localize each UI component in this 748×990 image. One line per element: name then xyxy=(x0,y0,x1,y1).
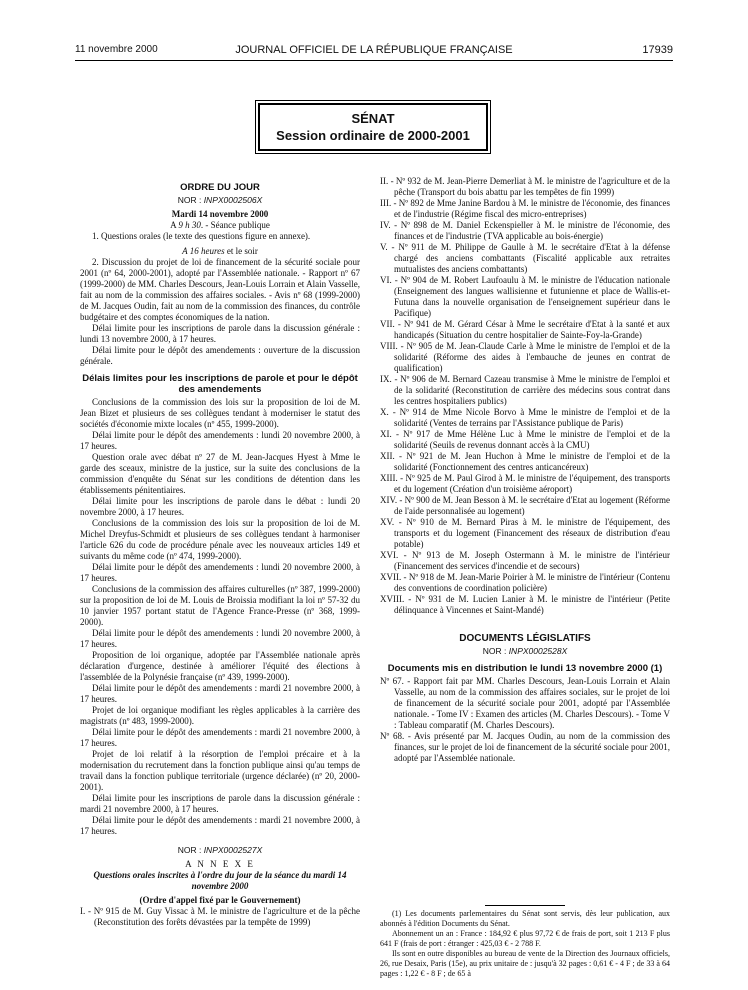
delai-item: Proposition de loi organique, adoptée par l'Assemblée nationale après déclaration d'urgence, destinée à améliorer l'équité des élections à l'assemblée de la Polynésie française (nº 439, 1999-2000). xyxy=(80,650,360,682)
agenda-item-2-delai: Délai limite pour les inscriptions de parole dans la discussion générale : lundi 13 novembre 2000, à 17 heures. xyxy=(80,323,360,344)
question-item: XII. - Nº 921 de M. Jean Huchon à Mme le ministre de l'emploi et de la solidarité (Fonctionnement des centres anticancéreux) xyxy=(380,451,670,472)
delai-item: Projet de loi relatif à la résorption de l'emploi précaire et à la modernisation du recrutement dans la fonction publique ainsi qu'au temps de travail dans la fonction publique territoriale (urgence déclarée) (nº 20, 2000-2001). xyxy=(80,749,360,792)
annexe-heading: A N N E X E xyxy=(185,859,255,869)
question-item: XIII. - Nº 925 de M. Paul Girod à M. le ministre de l'équipement, des transports et du logement (Création d'un troisième aéroport) xyxy=(380,473,670,494)
delai-deadline: Délai limite pour les inscriptions de parole dans la discussion générale : mardi 21 novembre 2000, à 17 heures. xyxy=(80,793,360,814)
page-number: 17939 xyxy=(642,44,673,56)
delai-item: Conclusions de la commission des lois sur la proposition de loi de M. Michel Dreyfus-Schmidt et plusieurs de ses collègues tendant à harmoniser l'article 626 du code de procédure pénale avec les nouveaux articles 149 et suivants du même code (nº 474, 1999-2000). xyxy=(80,518,360,561)
delai-item: Conclusions de la commission des affaires culturelles (nº 387, 1999-2000) sur la proposition de loi de M. Louis de Broissia modifiant la loi nº 57-32 du 10 janvier 1957 portant statut de l'Agence France-Presse (nº 368, 1999-2000). xyxy=(80,584,360,627)
journal-title: JOURNAL OFFICIEL DE LA RÉPUBLIQUE FRANÇAISE xyxy=(235,44,513,56)
nor-ref-3: NOR : INPX0002528X xyxy=(482,646,568,656)
header-rule xyxy=(75,60,673,61)
footnote xyxy=(380,905,670,979)
question-list xyxy=(380,176,670,616)
question-item: IX. - Nº 906 de M. Bernard Cazeau transmise à Mme le ministre de l'emploi et de la solidarité (Reconstitution de carrière des médecins sous contrat dans les centres hospitaliers publics) xyxy=(380,374,670,406)
page-header xyxy=(75,44,673,58)
question-item: VII. - Nº 941 de M. Gérard César à Mme le secrétaire d'Etat à la santé et aux handicapés (Situation du centre hospitalier de Sainte-Foy-la-Grande) xyxy=(380,319,670,340)
agenda-item-2: 2. Discussion du projet de loi de financement de la sécurité sociale pour 2001 (nº 64, 2000-2001), adopté par l'Assemblée nationale. - Rapport nº 67 (1999-2000) de MM. Charles Descours, Jean-Louis Lorrain et Alain Vasselle, fait au nom de la commission des affaires sociales. - Avis nº 68 (1999-2000) de M. Jacques Oudin, fait au nom de la commission des finances, du contrôle budgétaire et des comptes économiques de la nation. xyxy=(80,257,360,322)
question-item: XIV. - Nº 900 de M. Jean Besson à M. le secrétaire d'Etat au logement (Réforme de l'aide personnalisée au logement) xyxy=(380,495,670,516)
delai-item: Question orale avec débat nº 27 de M. Jean-Jacques Hyest à Mme le garde des sceaux, ministre de la justice, sur la suite des conclusions de la commission d'enquête du Sénat sur les conditions de détention dans les établissements pénitentiaires. xyxy=(80,452,360,495)
footnote-text-1: (1) Les documents parlementaires du Sénat sont servis, dès leur publication, aux abonnés à l'édition Documents du Sénat. xyxy=(380,909,670,928)
question-item: III. - Nº 892 de Mme Janine Bardou à M. le ministre de l'économie, des finances et de l'industrie (Régime fiscal des micro-entreprises) xyxy=(380,198,670,219)
delai-deadline: Délai limite pour le dépôt des amendements : mardi 21 novembre 2000, à 17 heures. xyxy=(80,727,360,748)
nor-ref-1: NOR : INPX0002506X xyxy=(177,195,263,205)
delai-deadline: Délai limite pour le dépôt des amendements : lundi 20 novembre 2000, à 17 heures. xyxy=(80,430,360,451)
ordre-appel: (Ordre d'appel fixé par le Gouvernement) xyxy=(139,895,301,905)
question-item: XVIII. - Nº 931 de M. Lucien Lanier à M. le ministre de l'intérieur (Petite délinquance à Vincennes et Saint-Mandé) xyxy=(380,594,670,615)
question-item: I. - Nº 915 de M. Guy Vissac à M. le ministre de l'agriculture et de la pêche (Reconstitution des forêts dévastées par la tempête de 1999) xyxy=(80,906,360,927)
session-date: Mardi 14 novembre 2000 xyxy=(171,209,269,219)
question-item: XI. - Nº 917 de Mme Hélène Luc à Mme le ministre de l'emploi et de la solidarité (Seuils de revenus donnant accès à la CMU) xyxy=(380,429,670,450)
question-item: V. - Nº 911 de M. Philippe de Gaulle à M. le secrétaire d'Etat à la défense chargé des anciens combattants (Fiscalité applicable aux retraites mutualistes des anciens combattants) xyxy=(380,242,670,274)
question-item: IV. - Nº 898 de M. Daniel Eckenspieller à M. le ministre de l'économie, des finances et de l'industrie (TVA applicable au bois-énergie) xyxy=(380,220,670,241)
session-title: Session ordinaire de 2000-2001 xyxy=(276,128,470,143)
delai-item: Projet de loi organique modifiant les règles applicables à la carrière des magistrats (nº 483, 1999-2000). xyxy=(80,705,360,726)
question-item: XVII. - Nº 918 de M. Jean-Marie Poirier à M. le ministre de l'intérieur (Contenu des conventions de coordination policière) xyxy=(380,572,670,593)
ordre-du-jour-heading: ORDRE DU JOUR xyxy=(180,182,260,193)
agenda-item-1: 1. Questions orales (le texte des questions figure en annexe). xyxy=(92,231,311,241)
senat-title: SÉNAT xyxy=(351,111,395,126)
delai-deadline: Délai limite pour le dépôt des amendements : lundi 20 novembre 2000, à 17 heures. xyxy=(80,562,360,583)
documents-subtitle: Documents mis en distribution le lundi 13 novembre 2000 (1) xyxy=(387,663,663,674)
session-time-afternoon: A 16 heures et le soir xyxy=(182,246,258,256)
agenda-item-2-amend: Délai limite pour le dépôt des amendements : ouverture de la discussion générale. xyxy=(80,345,360,366)
delai-item: Conclusions de la commission des lois sur la proposition de loi de M. Jean Bizet et plusieurs de ses collègues tendant à moderniser le statut des sociétés d'économie mixte locales (nº 455, 1999-2000). xyxy=(80,397,360,429)
delais-heading: Délais limites pour les inscriptions de parole et pour le dépôt des amendements xyxy=(82,373,358,395)
document-item: Nº 67. - Rapport fait par MM. Charles Descours, Jean-Louis Lorrain et Alain Vasselle, au nom de la commission des affaires sociales, sur le projet de loi de financement de la sécurité sociale pour 2001, adopté par l'Assemblée nationale. - Tome IV : Examen des articles (M. Charles Descours). - Tome V : Tableau comparatif (M. Charles Descours). xyxy=(380,676,671,730)
documents-heading: DOCUMENTS LÉGISLATIFS xyxy=(459,633,591,644)
delai-deadline: Délai limite pour le dépôt des amendements : lundi 20 novembre 2000, à 17 heures. xyxy=(80,628,360,649)
left-column xyxy=(80,176,360,928)
senat-title-box xyxy=(258,103,488,151)
annexe-subtitle: Questions orales inscrites à l'ordre du jour de la séance du mardi 14 novembre 2000 xyxy=(93,870,347,891)
delai-deadline: Délai limite pour le dépôt des amendements : mardi 21 novembre 2000, à 17 heures. xyxy=(80,683,360,704)
delai-deadline: Délai limite pour les inscriptions de parole dans le débat : lundi 20 novembre 2000, à 17 heures. xyxy=(80,496,360,517)
delai-deadline: Délai limite pour le dépôt des amendements : mardi 21 novembre 2000, à 17 heures. xyxy=(80,815,360,836)
right-column xyxy=(380,176,670,764)
question-item: II. - Nº 932 de M. Jean-Pierre Demerliat à M. le ministre de l'agriculture et de la pêche (Transport du bois abattu par les tempêtes de fin 1999) xyxy=(380,176,670,197)
header-date: 11 novembre 2000 xyxy=(75,44,158,55)
document-item: Nº 68. - Avis présenté par M. Jacques Oudin, au nom de la commission des finances, sur le projet de loi de financement de la sécurité sociale pour 2001, adopté par l'Assemblée nationale. xyxy=(380,731,670,763)
question-item: VIII. - Nº 905 de M. Jean-Claude Carle à Mme le ministre de l'emploi et de la solidarité (Réforme des aides à l'embauche de jeunes en contrat de qualification) xyxy=(380,341,670,373)
question-item: X. - Nº 914 de Mme Nicole Borvo à Mme le ministre de l'emploi et de la solidarité (Ventes de terrains par l'Assistance publique de Paris) xyxy=(380,407,670,428)
question-item: VI. - Nº 904 de M. Robert Laufoaulu à M. le ministre de l'éducation nationale (Enseignement des langues wallisienne et futunienne et place de Wallis-et-Futuna dans la nouvelle organisation de l'enseignement supérieur dans le Pacifique) xyxy=(380,275,670,318)
session-time-morning: A 9 h 30. - Séance publique xyxy=(170,220,270,230)
question-item: XV. - Nº 910 de M. Bernard Piras à M. le ministre de l'équipement, des transports et du logement (Financement des réseaux de distribution d'eau potable) xyxy=(380,517,670,549)
footnote-rule xyxy=(485,905,565,906)
question-item: XVI. - Nº 913 de M. Joseph Ostermann à M. le ministre de l'intérieur (Financement des services d'incendie et de secours) xyxy=(380,550,670,571)
footnote-text-3: Ils sont en outre disponibles au bureau de vente de la Direction des Journaux officiels, 26, rue Desaix, Paris (15e), au prix unitaire de : jusqu'à 32 pages : 0,61 € - 4 F ; de 33 à 64 pages : 1,22 € - 8 F ; de 65 à xyxy=(380,949,670,978)
footnote-text-2: Abonnement un an : France : 184,92 € plus 97,72 € de frais de port, soit 1 213 F plus 641 F (frais de port : étranger : 425,03 € - 2 788 F. xyxy=(380,929,670,948)
nor-ref-2: NOR : INPX0002527X xyxy=(177,845,263,855)
